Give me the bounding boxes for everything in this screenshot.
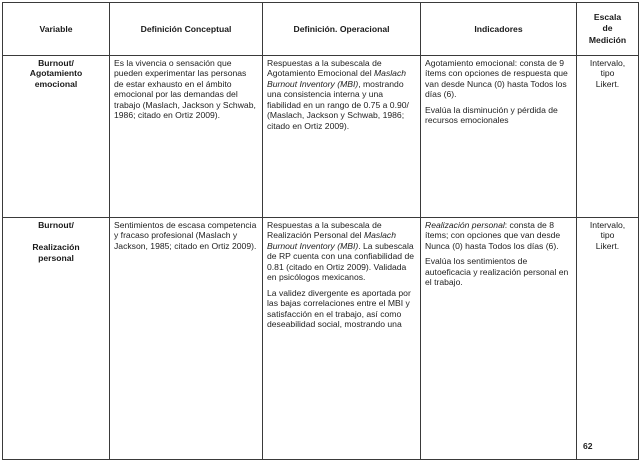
header-operational-definition: Definición. Operacional <box>263 3 421 56</box>
operational-cell-personal-accomplishment <box>263 218 421 460</box>
indicator-text: : consta de 8 ítems; con opciones que van desde Nunca (0) hasta Todos los días (6). <box>425 220 561 251</box>
operational-text-instrument: Maslach Burnout Inventory (MBI) <box>267 68 407 89</box>
header-indicators: Indicadores <box>421 3 577 56</box>
operational-cell-emotional-exhaustion <box>263 56 421 218</box>
scale-line1: Intervalo, <box>589 220 626 230</box>
conceptual-text: Sentimientos de escasa competencia y fracaso profesional (Maslach y Jackson, 1985; citado en Ortiz 2009). <box>114 220 257 251</box>
conceptual-cell-personal-accomplishment <box>110 218 263 460</box>
operational-text-post: . La subescala de RP cuenta con una confiabilidad de 0.81 (citado en Ortiz 2009). Validada en psicólogos mexicanos. <box>267 240 415 283</box>
variable-line3: emocional <box>34 78 78 89</box>
indicator-term: Realización personal <box>425 220 505 230</box>
indicator-paragraph-1: Agotamiento emocional: consta de 9 ítems con opciones de respuesta que van desde Nunca (0) hasta Todos los días (6). <box>425 58 568 100</box>
variable-line3: personal <box>38 252 74 263</box>
variable-cell-personal-accomplishment <box>3 218 110 460</box>
indicator-paragraph-1 <box>425 220 572 251</box>
operational-text <box>267 220 416 283</box>
indicator-paragraph-2: Evalúa los sentimientos de autoeficacia y realización personal en el trabajo. <box>425 256 569 288</box>
variable-line2: Agotamiento <box>29 68 83 79</box>
page-number: 62 <box>583 441 593 451</box>
operational-text-pre: Respuestas a la subescala de Agotamiento Emocional del <box>267 58 382 79</box>
indicators-cell-personal-accomplishment <box>421 218 577 460</box>
operationalization-table <box>2 2 639 460</box>
header-measurement-scale <box>577 3 639 56</box>
header-row <box>3 3 639 56</box>
operational-paragraph-2: La validez divergente es aportada por las bajas correlaciones entre el MBI y satisfacción en el trabajo, así como deseabilidad social, mostrando una <box>267 287 411 330</box>
operational-text-post: , mostrando una consistencia interna y una fiabilidad en un rango de 0.75 a 0.90/ (Maslach, Jackson y Schwab, 1986; citado en Ortiz 2009). <box>267 78 409 131</box>
scale-line2: tipo <box>600 230 615 241</box>
conceptual-cell-emotional-exhaustion <box>110 56 263 218</box>
header-scale-line2: de <box>602 23 613 34</box>
scale-cell-personal-accomplishment <box>577 218 639 460</box>
operational-text-pre: Respuestas a la subescala de Realización Personal del <box>267 220 382 241</box>
variable-cell-emotional-exhaustion <box>3 56 110 218</box>
variable-line1: Burnout/ <box>38 58 74 68</box>
table-row-emotional-exhaustion <box>3 56 639 218</box>
conceptual-text: Es la vivencia o sensación que pueden experimentar las personas de estar exhausto en el ámbito emocional por las demandas del trabajo (Maslach, Jackson y Schwab, 1986; citado en Ortiz 2009). <box>114 58 256 121</box>
scale-cell-emotional-exhaustion <box>577 56 639 218</box>
operational-text <box>267 58 416 131</box>
scale-line2: tipo <box>600 68 615 79</box>
header-scale-line3: Medición <box>588 34 627 45</box>
variable-line2: Realización <box>32 242 80 253</box>
header-scale-line1: Escala <box>593 11 622 22</box>
variable-line1: Burnout/ <box>38 220 74 230</box>
header-conceptual-definition: Definición Conceptual <box>110 3 263 56</box>
scale-line3: Likert. <box>595 78 620 89</box>
table-row-personal-accomplishment <box>3 218 639 460</box>
header-variable: Variable <box>3 3 110 56</box>
scale-line3: Likert. <box>595 240 620 251</box>
scale-line1: Intervalo, <box>589 58 626 68</box>
operational-text-instrument: Maslach Burnout Inventory (MBI) <box>267 230 396 251</box>
indicators-cell-emotional-exhaustion <box>421 56 577 218</box>
indicator-paragraph-2: Evalúa la disminución y pérdida de recursos emocionales <box>425 104 558 126</box>
